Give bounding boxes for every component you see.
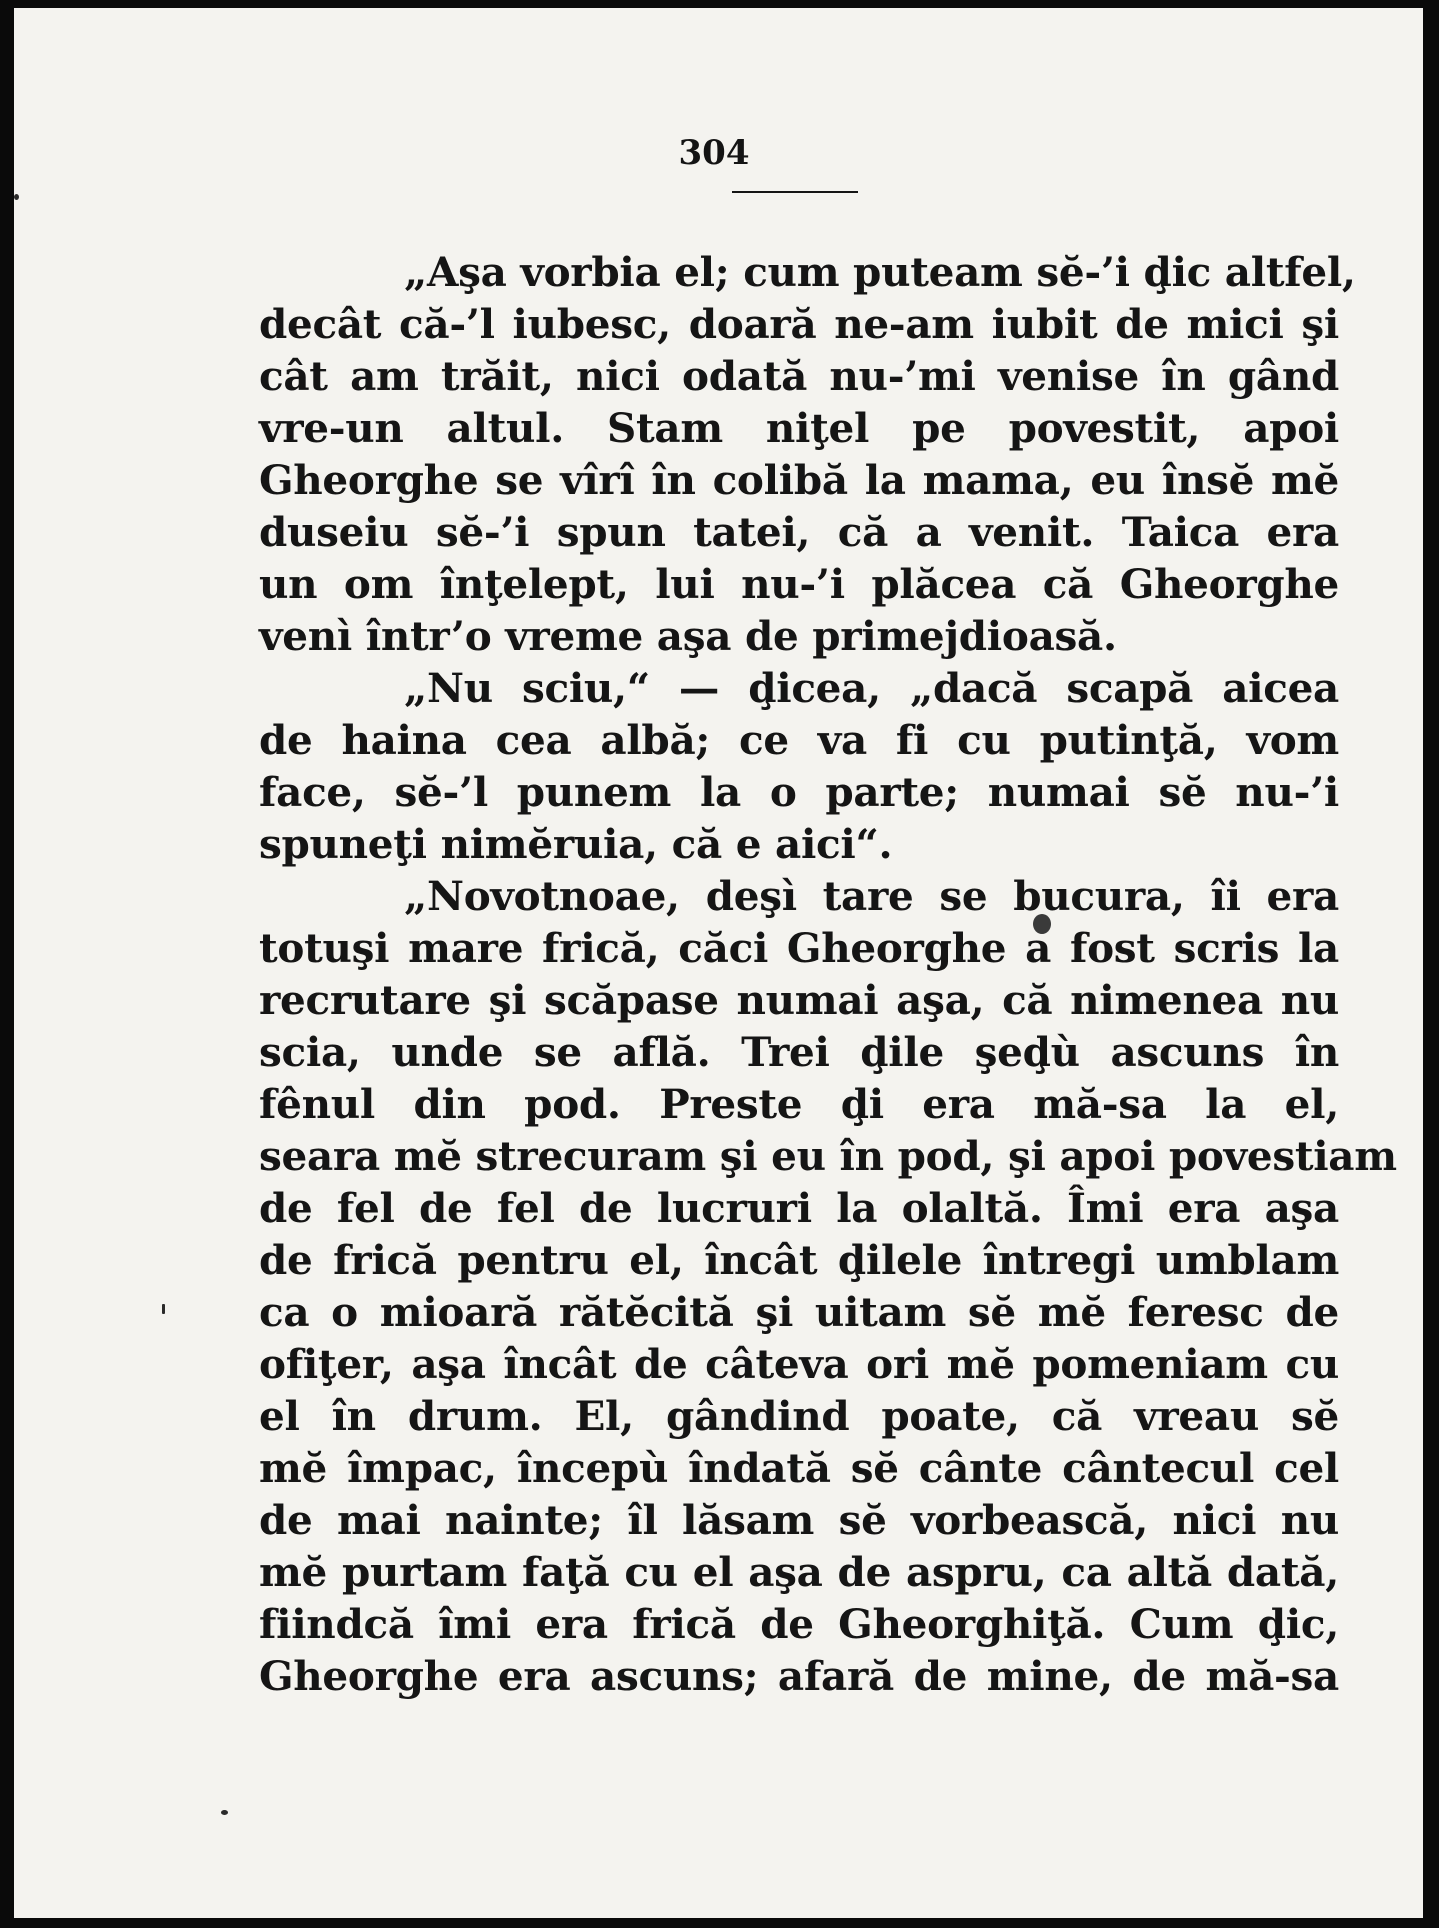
text-line: de fel de fel de lucruri la olaltă. Îmi era aşa: [259, 1184, 1339, 1232]
text-line: „Nu sciu,“ — ḑicea, „dacă scapă aicea: [404, 664, 1339, 712]
text-line: mĕ împac, începù îndată sĕ cânte cântecul cel: [259, 1444, 1339, 1492]
page-number-rule: [732, 191, 858, 193]
text-line: de mai nainte; îl lăsam sĕ vorbească, nici nu: [259, 1496, 1339, 1544]
text-line: cât am trăit, nici odată nu-’mi venise în gând: [259, 352, 1339, 400]
text-line: spuneţi nimĕruia, că e aici“.: [259, 820, 893, 868]
text-line: scia, unde se află. Trei ḑile şeḑù ascuns în: [259, 1028, 1339, 1076]
text-line: duseiu sĕ-’i spun tatei, că a venit. Taica era: [259, 508, 1339, 556]
ink-speck: [221, 1810, 228, 1815]
text-line: seara mĕ strecuram şi eu în pod, şi apoi povestiam: [259, 1132, 1397, 1180]
text-line: el în drum. El, gândind poate, că vreau sĕ: [259, 1392, 1339, 1440]
ink-speck: [14, 194, 19, 200]
text-line: de frică pentru el, încât ḑilele întregi umblam: [259, 1236, 1339, 1284]
text-line: „Novotnoae, deşì tare se bucura, îi era: [404, 872, 1339, 920]
text-line: Gheorghe se vîrî în colibă la mama, eu însĕ mĕ: [259, 456, 1339, 504]
text-line: venì într’o vreme aşa de primejdioasă.: [259, 612, 1117, 660]
text-line: un om înţelept, lui nu-’i plăcea că Gheorghe: [259, 560, 1339, 608]
text-line: face, sĕ-’l punem la o parte; numai sĕ nu-’i: [259, 768, 1339, 816]
text-line: mĕ purtam faţă cu el aşa de aspru, ca altă dată,: [259, 1548, 1339, 1596]
text-line: de haina cea albă; ce va fi cu putinţă, vom: [259, 716, 1339, 764]
text-line: recrutare şi scăpase numai aşa, că nimenea nu: [259, 976, 1339, 1024]
text-line: vre-un altul. Stam niţel pe povestit, apoi: [259, 404, 1339, 452]
text-line: ca o mioară rătĕcită şi uitam sĕ mĕ feresc de: [259, 1288, 1339, 1336]
text-line: fiindcă îmi era frică de Gheorghiţă. Cum ḑic,: [259, 1600, 1339, 1648]
text-line: decât că-’l iubesc, doară ne-am iubit de mici şi: [259, 300, 1339, 348]
text-line: totuşi mare frică, căci Gheorghe a fost scris la: [259, 924, 1339, 972]
body-text: [259, 246, 1397, 1702]
page-number: 304: [678, 133, 750, 173]
ink-speck: [162, 1304, 165, 1314]
text-line: ofiţer, aşa încât de câteva ori mĕ pomeniam cu: [259, 1340, 1339, 1388]
text-line: „Aşa vorbia el; cum puteam sĕ-’i ḑic altfel,: [404, 248, 1356, 296]
text-line: Gheorghe era ascuns; afară de mine, de mă-sa: [259, 1652, 1339, 1700]
text-line: fênul din pod. Preste ḑi era mă-sa la el,: [259, 1080, 1339, 1128]
